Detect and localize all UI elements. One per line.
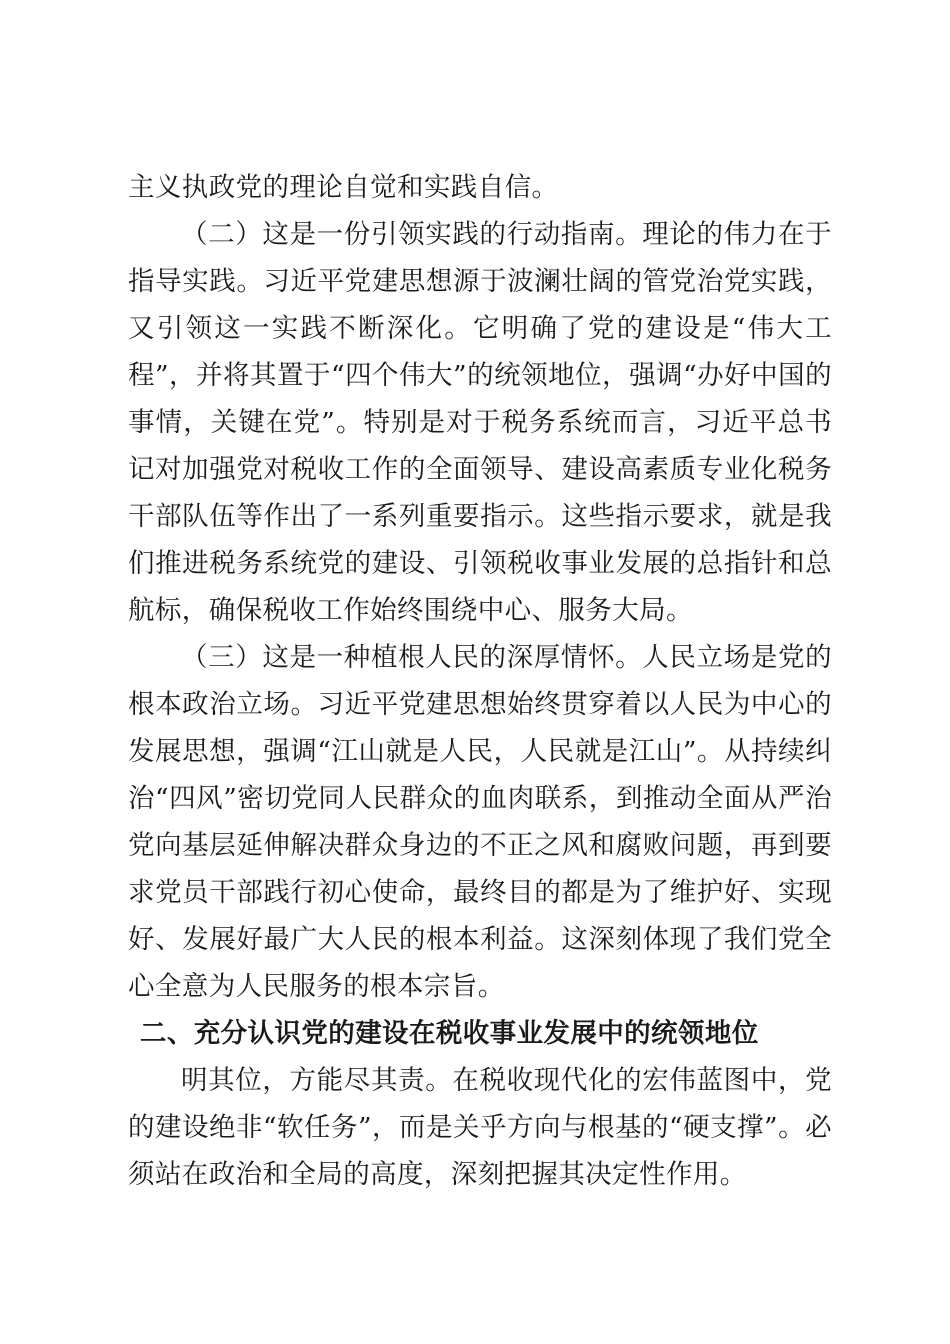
paragraph-action-guide: （二）这是一份引领实践的行动指南。理论的伟力在于指导实践。习近平党建思想源于波澜壮阔的管党治党实践，又引领这一实践不断深化。它明确了党的建设是“伟大工程”，并将其置于“四个伟大”的统领地位，强调“办好中国的事情，关键在党”。特别是对于税务系统而言，习近平总书记对加强党对税收工作的全面领导、建设高素质专业化税务干部队伍等作出了一系列重要指示。这些指示要求，就是我们推进税务系统党的建设、引领税收事业发展的总指针和总航标，确保税收工作始终围绕中心、服务大局。 xyxy=(128,219,832,626)
paragraph-continuation: 主义执政党的理论自觉和实践自信。 xyxy=(128,172,559,203)
document-body xyxy=(128,164,832,1198)
section-heading-two: 二、充分认识党的建设在税收事业发展中的统领地位 xyxy=(139,1018,759,1049)
paragraph-section-intro: 明其位，方能尽其责。在税收现代化的宏伟蓝图中，党的建设绝非“软任务”，而是关乎方向与根基的“硬支撑”。必须站在政治和全局的高度，深刻把握其决定性作用。 xyxy=(128,1065,832,1190)
paragraph-people-rooted: （三）这是一种植根人民的深厚情怀。人民立场是党的根本政治立场。习近平党建思想始终贯穿着以人民为中心的发展思想，强调“江山就是人民，人民就是江山”。从持续纠治“四风”密切党同人民群众的血肉联系，到推动全面从严治党向基层延伸解决群众身边的不正之风和腐败问题，再到要求党员干部践行初心使命，最终目的都是为了维护好、实现好、发展好最广大人民的根本利益。这深刻体现了我们党全心全意为人民服务的根本宗旨。 xyxy=(128,642,832,1002)
